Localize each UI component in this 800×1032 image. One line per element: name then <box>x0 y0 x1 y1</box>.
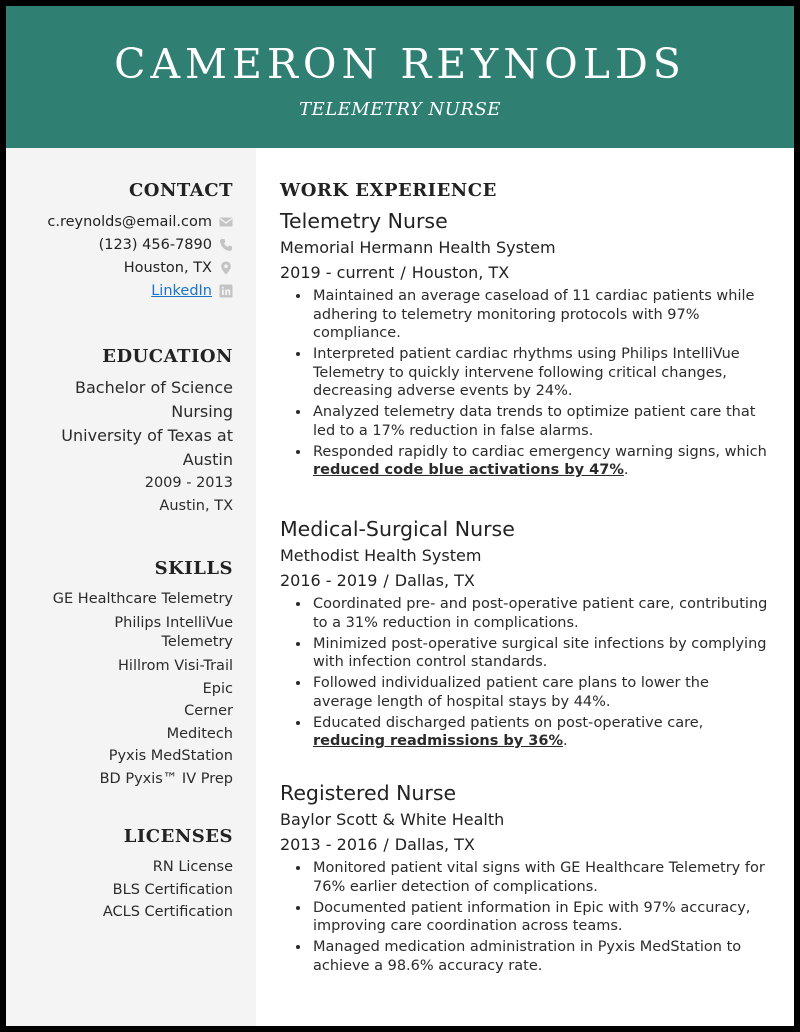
bullet-text: Responded rapidly to cardiac emergency warning signs, which <box>313 443 767 460</box>
linkedin-icon[interactable] <box>219 284 233 298</box>
job-company: Methodist Health System <box>280 546 482 565</box>
email-text: c.reynolds@email.com <box>47 213 212 230</box>
bullet-text: Documented patient information in Epic with 97% accuracy, improving care coordination across teams. <box>313 899 751 934</box>
skill-item: BD Pyxis™ IV Prep <box>99 770 233 787</box>
skill-item: Epic <box>202 680 233 697</box>
location-text: Houston, TX <box>123 259 212 276</box>
job-title: Medical-Surgical Nurse <box>280 517 515 541</box>
education-school-cont: Austin <box>182 450 233 469</box>
job-bullets <box>280 287 770 480</box>
job-bullet <box>311 403 770 440</box>
map-pin-icon <box>219 261 233 275</box>
resume-header <box>6 6 794 148</box>
job-entry <box>280 780 770 978</box>
education-years: 2009 - 2013 <box>144 475 233 491</box>
bullet-text-end: . <box>623 462 629 478</box>
job-dates-location <box>280 260 770 285</box>
phone-icon <box>219 238 233 252</box>
skill-item: Meditech <box>166 725 233 742</box>
job-location: Dallas, TX <box>394 571 475 590</box>
bullet-highlight: reduced code blue activations by 47% <box>313 462 624 478</box>
job-bullet <box>311 674 770 711</box>
license-item: BLS Certification <box>112 881 233 898</box>
job-location: Dallas, TX <box>394 835 475 854</box>
location-row <box>6 256 233 279</box>
bullet-text: Analyzed telemetry data trends to optimize patient care that led to a 17% reduction in false alarms. <box>313 404 756 439</box>
job-bullet <box>311 635 770 672</box>
skill-item: Philips IntelliVue <box>114 614 233 631</box>
job-bullets <box>280 595 770 751</box>
bullet-text: Followed individualized patient care plans to lower the average length of hospital stays by 44%. <box>313 675 709 710</box>
licenses-section <box>6 826 233 924</box>
job-bullet <box>311 345 770 401</box>
job-bullet <box>311 287 770 343</box>
candidate-role: TELEMETRY NURSE <box>299 99 501 120</box>
separator: / <box>383 835 389 854</box>
job-bullet <box>311 714 770 751</box>
contact-section <box>6 180 233 302</box>
envelope-icon <box>219 215 233 229</box>
job-bullets <box>280 859 770 975</box>
phone-row <box>6 233 233 256</box>
skills-section <box>6 558 233 790</box>
phone-text: (123) 456-7890 <box>98 236 212 253</box>
job-bullet <box>311 938 770 975</box>
resume-page <box>6 6 794 1026</box>
sidebar <box>6 148 256 1026</box>
candidate-name: CAMERON REYNOLDS <box>114 40 686 88</box>
job-title: Telemetry Nurse <box>280 209 448 233</box>
job-dates: 2013 - 2016 <box>280 835 378 854</box>
linkedin-link[interactable]: LinkedIn <box>151 282 212 299</box>
job-company: Baylor Scott & White Health <box>280 810 505 829</box>
job-entry <box>280 516 770 753</box>
bullet-text: Minimized post-operative surgical site infections by complying with infection control standards. <box>313 635 767 670</box>
separator: / <box>383 571 389 590</box>
education-section <box>6 346 233 517</box>
skill-item: Telemetry <box>161 634 233 650</box>
skill-item: Cerner <box>184 703 233 719</box>
bullet-highlight: reducing readmissions by 36% <box>313 733 564 749</box>
job-entry <box>280 208 770 482</box>
skill-item: Pyxis MedStation <box>108 748 233 764</box>
education-school: University of Texas at <box>61 426 233 445</box>
bullet-text: Monitored patient vital signs with GE Healthcare Telemetry for 76% earlier detection of complications. <box>313 860 765 895</box>
job-company: Memorial Hermann Health System <box>280 238 556 257</box>
job-bullet <box>311 443 770 480</box>
contact-heading: CONTACT <box>128 180 233 201</box>
job-bullet <box>311 859 770 896</box>
bullet-text: Maintained an average caseload of 11 cardiac patients while adhering to telemetry monitoring protocols with 97% compliance. <box>313 288 755 341</box>
bullet-text-end: . <box>563 733 568 749</box>
bullet-text: Interpreted patient cardiac rhythms using Philips IntelliVue Telemetry to quickly intervene following critical changes, decreasing adverse events by 24%. <box>313 346 740 399</box>
email-row <box>6 210 233 233</box>
skills-heading: SKILLS <box>154 558 233 579</box>
education-major: Nursing <box>171 402 233 421</box>
skill-item: GE Healthcare Telemetry <box>52 591 233 607</box>
license-item: RN License <box>152 859 233 875</box>
job-dates-location <box>280 832 770 857</box>
licenses-heading: LICENSES <box>123 826 233 847</box>
education-location: Austin, TX <box>159 497 233 514</box>
job-location: Houston, TX <box>411 263 510 282</box>
education-degree: Bachelor of Science <box>75 378 233 397</box>
job-bullet <box>311 899 770 936</box>
license-item: ACLS Certification <box>102 904 233 920</box>
job-dates: 2016 - 2019 <box>280 571 378 590</box>
job-bullet <box>311 595 770 632</box>
separator: / <box>400 263 406 282</box>
bullet-text: Coordinated pre- and post-operative patient care, contributing to a 31% reduction in complications. <box>313 596 768 631</box>
linkedin-row <box>6 279 233 302</box>
job-dates: 2019 - current <box>280 263 395 282</box>
bullet-text: Managed medication administration in Pyxis MedStation to achieve a 98.6% accuracy rate. <box>313 939 742 974</box>
education-heading: EDUCATION <box>102 346 233 367</box>
work-experience-heading: WORK EXPERIENCE <box>280 180 497 201</box>
job-title: Registered Nurse <box>280 781 457 805</box>
bullet-text: Educated discharged patients on post-operative care, <box>313 714 704 731</box>
skill-item: Hillrom Visi-Trail <box>118 658 233 674</box>
job-dates-location <box>280 568 770 593</box>
